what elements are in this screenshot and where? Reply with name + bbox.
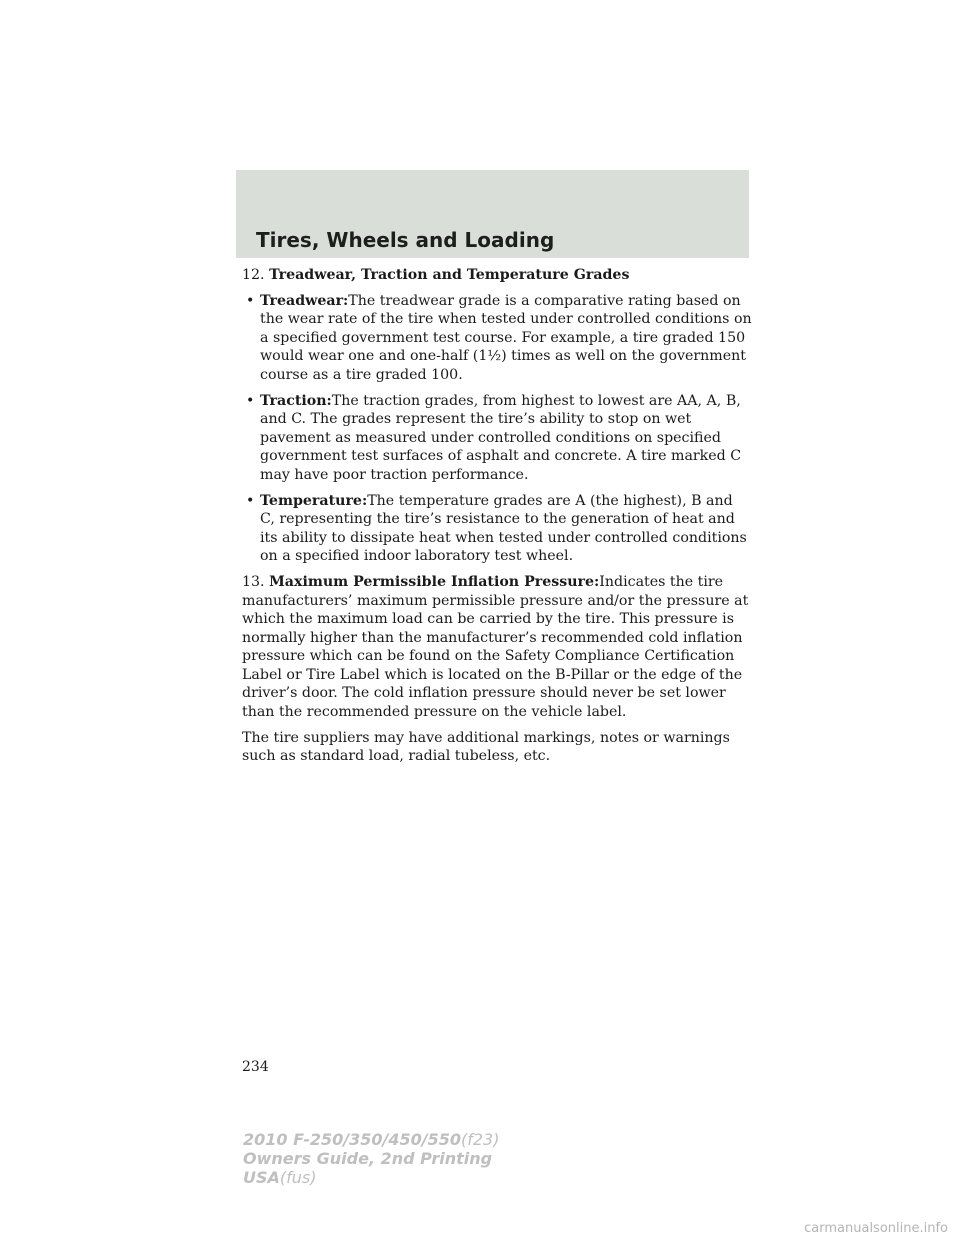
bullet-icon: • [246, 292, 255, 309]
bullet-term: Traction: [260, 392, 332, 409]
section-13-title: Maximum Permissible Inflation Pressure: [269, 573, 600, 590]
bullet-text: The temperature grades are A (the highest), B and C, representing the tire’s resistance to the generation of heat and its ability to dissipate heat when tested under controlled conditions on a specified indoor laboratory test wheel. [260, 492, 747, 565]
document-footer [243, 1130, 499, 1187]
footer-model-code: (f23) [461, 1130, 500, 1149]
footer-region-line [243, 1168, 499, 1187]
bullet-text: The treadwear grade is a comparative rating based on the wear rate of the tire when tested under controlled conditions on a specified government test course. For example, a tire graded 150 would wear one and one-half (1½) times as well on the government course as a tire graded 100. [260, 292, 752, 383]
section-title: Tires, Wheels and Loading [256, 228, 555, 252]
section-13-text: Indicates the tire manufacturers’ maximum permissible pressure and/or the pressure at which the maximum load can be carried by the tire. This pressure is normally higher than the manufacturer’s recommended cold inflation pressure which can be found on the Safety Compliance Certification Label or Tire Label which is located on the B-Pillar or the edge of the driver’s door. The cold inflation pressure should never be set lower than the recommended pressure on the vehicle label. [242, 573, 749, 721]
footer-region: USA [243, 1168, 280, 1187]
section-12-number: 12. [242, 267, 265, 283]
section-13-paragraph [242, 573, 752, 722]
closing-paragraph: The tire suppliers may have additional markings, notes or warnings such as standard load, radial tubeless, etc. [242, 729, 730, 765]
bullet-term: Treadwear: [260, 292, 349, 309]
watermark: carmanualsonline.info [804, 1221, 948, 1236]
page-number: 234 [242, 1059, 269, 1075]
bullet-traction [242, 392, 752, 485]
footer-model-line [243, 1130, 499, 1149]
footer-model: 2010 F-250/350/450/550 [243, 1130, 461, 1149]
section-12-title: Treadwear, Traction and Temperature Grades [269, 267, 630, 283]
bullet-text: The traction grades, from highest to lowest are AA, A, B, and C. The grades represent the tire’s ability to stop on wet pavement as measured under controlled conditions on specified government test surfaces of asphalt and concrete. A tire marked C may have poor traction performance. [260, 392, 742, 483]
bullet-icon: • [246, 492, 255, 509]
section-12-heading [242, 266, 752, 285]
bullet-term: Temperature: [260, 492, 368, 509]
footer-region-code: (fus) [279, 1168, 317, 1187]
section-13-number: 13. [242, 573, 265, 590]
footer-guide-line: Owners Guide, 2nd Printing [243, 1149, 493, 1168]
bullet-treadwear [242, 292, 752, 385]
bullet-temperature [242, 492, 752, 566]
page-content [242, 266, 752, 773]
section-header-band [236, 170, 749, 258]
bullet-icon: • [246, 392, 255, 409]
